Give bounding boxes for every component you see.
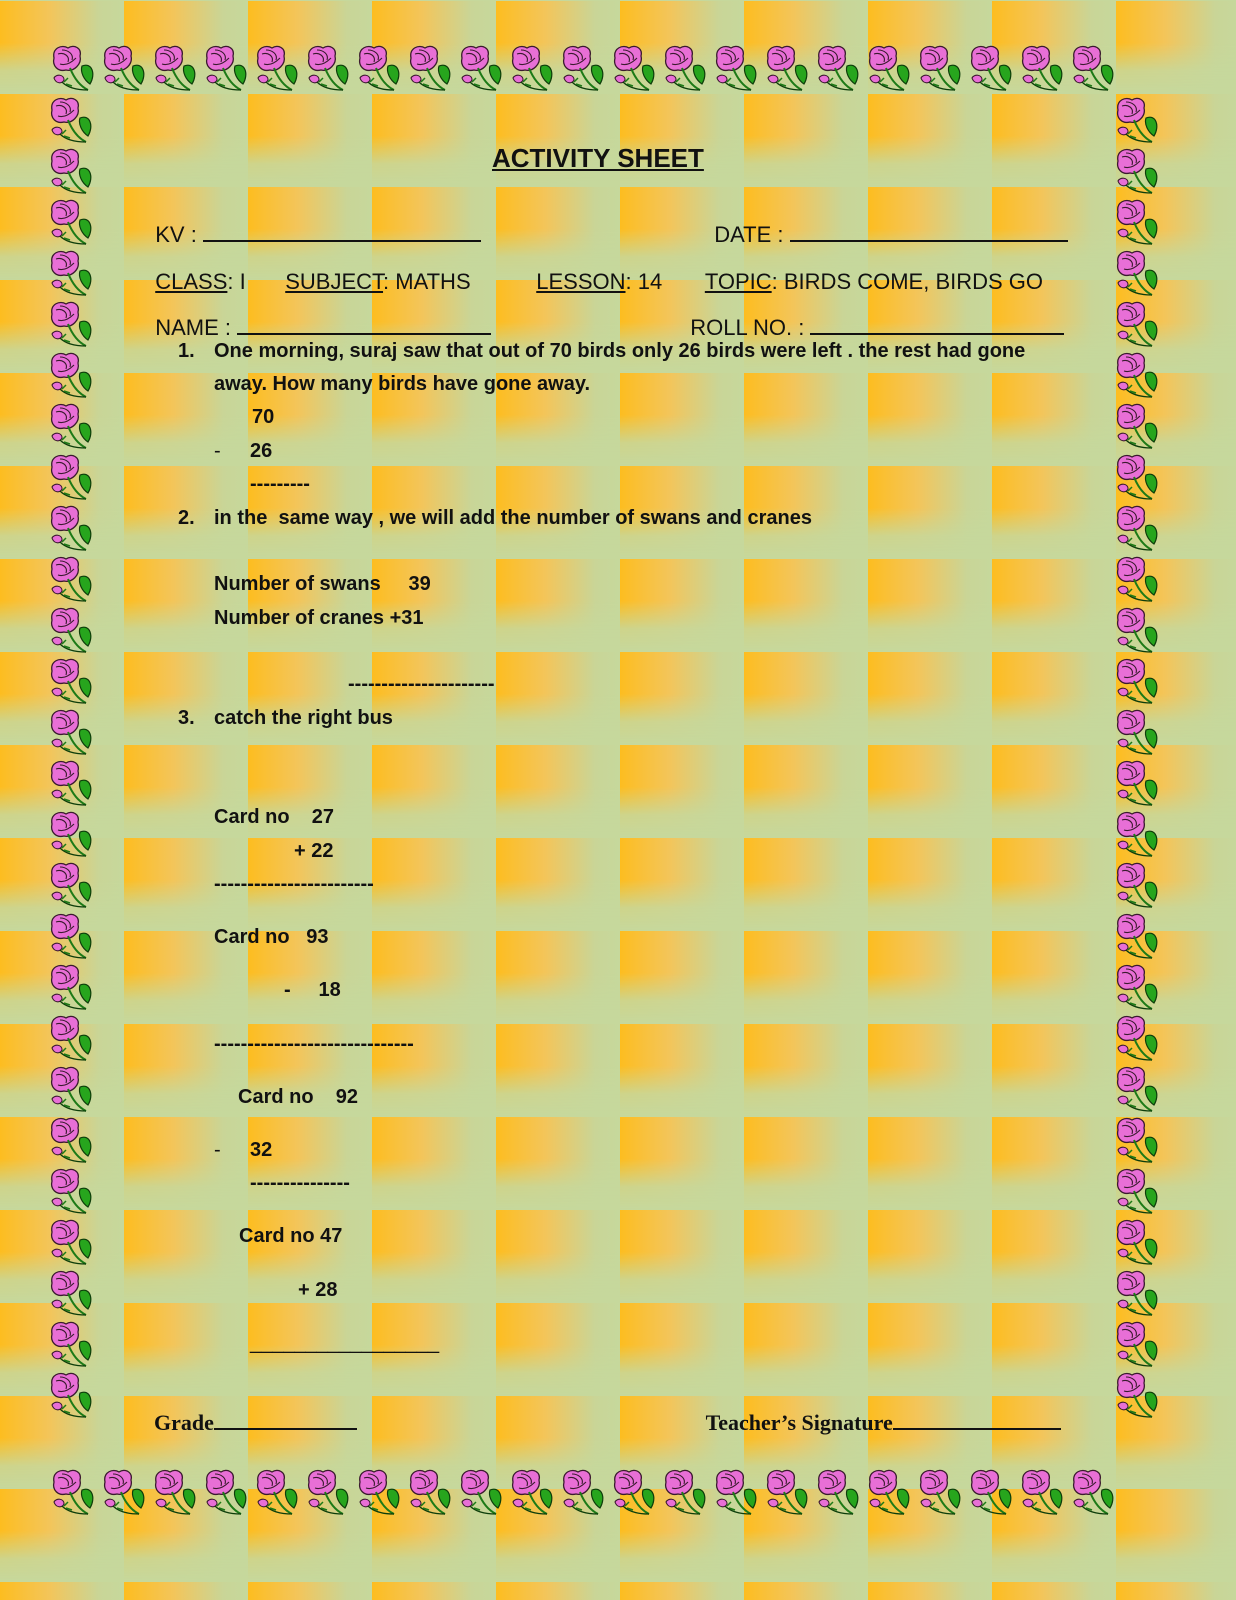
date-blank[interactable] [790, 240, 1068, 242]
card2-subtrahend: - 18 [284, 979, 341, 1001]
topic-label: TOPIC [704, 269, 772, 294]
rose-icon [864, 44, 914, 96]
rose-icon [48, 44, 98, 96]
rose-icon [46, 453, 96, 505]
rose-icon [46, 147, 96, 199]
card4-number: Card no 47 [239, 1225, 343, 1247]
rose-icon [46, 810, 96, 862]
rose-icon [609, 44, 659, 96]
rose-icon [46, 708, 96, 760]
subject-label: SUBJECT [285, 269, 384, 294]
rose-icon [1112, 351, 1162, 403]
rose-icon [46, 249, 96, 301]
rose-icon [1112, 657, 1162, 709]
rose-icon [558, 1468, 608, 1520]
rose-icon [762, 44, 812, 96]
rose-icon [46, 606, 96, 658]
rose-icon [46, 96, 96, 148]
rose-icon [46, 912, 96, 964]
rose-icon [150, 1468, 200, 1520]
card1-rule: ------------------------ [214, 873, 374, 895]
rose-icon [1112, 1116, 1162, 1168]
rose-icon [201, 1468, 251, 1520]
q1-text-line2: away. How many birds have gone away. [214, 373, 591, 395]
rose-icon [1068, 44, 1118, 96]
rose-icon [864, 1468, 914, 1520]
q1-operator: - [214, 440, 221, 462]
kv-field[interactable] [143, 196, 481, 248]
q3-text: catch the right bus [214, 707, 393, 729]
rose-icon [1112, 1167, 1162, 1219]
rose-icon [1112, 300, 1162, 352]
rose-icon [46, 963, 96, 1015]
rose-icon [46, 1116, 96, 1168]
rose-icon [1112, 249, 1162, 301]
rose-icon [201, 44, 251, 96]
subject-info [273, 243, 471, 295]
rose-icon [1112, 606, 1162, 658]
rose-icon [46, 861, 96, 913]
rose-icon [1112, 1218, 1162, 1270]
card2-number: Card no 93 [214, 926, 329, 948]
rose-icon [507, 44, 557, 96]
rose-icon [711, 1468, 761, 1520]
rose-icon [1017, 1468, 1067, 1520]
rose-icon [609, 1468, 659, 1520]
rose-icon [46, 1167, 96, 1219]
rose-icon [99, 1468, 149, 1520]
grade-blank[interactable] [214, 1428, 357, 1430]
rose-icon [303, 1468, 353, 1520]
rose-icon [915, 44, 965, 96]
rose-icon [46, 1269, 96, 1321]
rose-icon [1112, 1371, 1162, 1423]
q1-text-line1: One morning, suraj saw that out of 70 birds only 26 birds were left . the rest had gone [214, 340, 1026, 362]
rose-icon [1112, 912, 1162, 964]
name-label: NAME : [155, 315, 232, 340]
lesson-value: : 14 [625, 269, 663, 294]
rose-icon [1112, 1014, 1162, 1066]
rose-icon [46, 351, 96, 403]
q2-swans: Number of swans 39 [214, 573, 431, 595]
rose-icon [1112, 1065, 1162, 1117]
signature-field[interactable] [695, 1384, 1061, 1436]
rose-icon [46, 1014, 96, 1066]
rose-icon [405, 44, 455, 96]
rose-icon [507, 1468, 557, 1520]
rose-icon [46, 1218, 96, 1270]
date-field[interactable] [702, 196, 1068, 248]
roll-blank[interactable] [810, 333, 1064, 335]
rose-icon [660, 44, 710, 96]
rose-icon [660, 1468, 710, 1520]
q2-text: in the same way , we will add the number of swans and cranes [214, 507, 812, 529]
rose-icon [558, 44, 608, 96]
class-info [143, 243, 246, 295]
rose-icon [303, 44, 353, 96]
name-blank[interactable] [237, 333, 491, 335]
kv-label: KV : [155, 222, 197, 247]
rose-icon [1112, 1320, 1162, 1372]
rose-icon [252, 1468, 302, 1520]
page-title: ACTIVITY SHEET [492, 143, 704, 173]
rose-icon [46, 759, 96, 811]
rose-icon [252, 44, 302, 96]
rose-icon [46, 1371, 96, 1423]
rose-icon [46, 300, 96, 352]
rose-icon [46, 1065, 96, 1117]
rose-icon [1112, 96, 1162, 148]
rose-icon [915, 1468, 965, 1520]
card4-addend: + 28 [298, 1279, 338, 1301]
q1-answer-rule: --------- [250, 473, 310, 495]
rose-icon [99, 44, 149, 96]
card3-subtrahend: 32 [250, 1139, 273, 1161]
rose-icon [1112, 504, 1162, 556]
rose-icon [966, 1468, 1016, 1520]
rose-icon [46, 198, 96, 250]
rose-icon [1112, 1269, 1162, 1321]
q3-number: 3. [178, 707, 195, 729]
roll-field[interactable] [678, 289, 1064, 341]
date-label: DATE : [714, 222, 784, 247]
card1-addend: + 22 [294, 840, 334, 862]
rose-icon [456, 1468, 506, 1520]
kv-blank[interactable] [203, 240, 481, 242]
grade-label: Grade [154, 1410, 214, 1435]
rose-icon [405, 1468, 455, 1520]
roll-label: ROLL NO. : [690, 315, 805, 340]
rose-icon [1017, 44, 1067, 96]
class-value: : I [227, 269, 246, 294]
q1-top-number: 70 [252, 406, 275, 428]
rose-icon [1112, 555, 1162, 607]
rose-icon [1112, 453, 1162, 505]
signature-label: Teacher’s Signature [705, 1410, 893, 1435]
card3-operator: - [214, 1139, 221, 1161]
rose-icon [46, 504, 96, 556]
rose-icon [1112, 198, 1162, 250]
rose-icon [1112, 861, 1162, 913]
lesson-info [524, 243, 662, 295]
rose-icon [1112, 963, 1162, 1015]
rose-icon [46, 657, 96, 709]
rose-icon [1112, 708, 1162, 760]
rose-icon [813, 44, 863, 96]
rose-icon [1112, 402, 1162, 454]
topic-value: : BIRDS COME, BIRDS GO [771, 269, 1044, 294]
topic-info [693, 243, 1043, 295]
subject-value: : MATHS [383, 269, 471, 294]
rose-icon [46, 555, 96, 607]
rose-icon [1112, 147, 1162, 199]
rose-icon [1068, 1468, 1118, 1520]
rose-icon [813, 1468, 863, 1520]
card4-rule: _________________ [250, 1332, 440, 1354]
q1-bottom-number: 26 [250, 440, 273, 462]
rose-icon [48, 1468, 98, 1520]
rose-icon [354, 1468, 404, 1520]
q1-number: 1. [178, 340, 195, 362]
q2-number: 2. [178, 507, 195, 529]
card2-rule: ------------------------------ [214, 1033, 414, 1055]
rose-icon [711, 44, 761, 96]
card3-number: Card no 92 [238, 1086, 359, 1108]
class-label: CLASS [155, 269, 228, 294]
rose-icon [46, 402, 96, 454]
rose-icon [1112, 759, 1162, 811]
rose-icon [46, 1320, 96, 1372]
q2-answer-rule: ---------------------- [348, 673, 495, 695]
rose-icon [354, 44, 404, 96]
card3-rule: --------------- [250, 1172, 350, 1194]
lesson-label: LESSON [536, 269, 626, 294]
rose-icon [150, 44, 200, 96]
name-field[interactable] [143, 289, 491, 341]
signature-blank[interactable] [893, 1428, 1061, 1430]
rose-icon [762, 1468, 812, 1520]
card1-number: Card no 27 [214, 806, 335, 828]
grade-field[interactable] [143, 1384, 357, 1436]
q2-cranes: Number of cranes +31 [214, 607, 424, 629]
rose-icon [1112, 810, 1162, 862]
rose-icon [966, 44, 1016, 96]
rose-icon [456, 44, 506, 96]
